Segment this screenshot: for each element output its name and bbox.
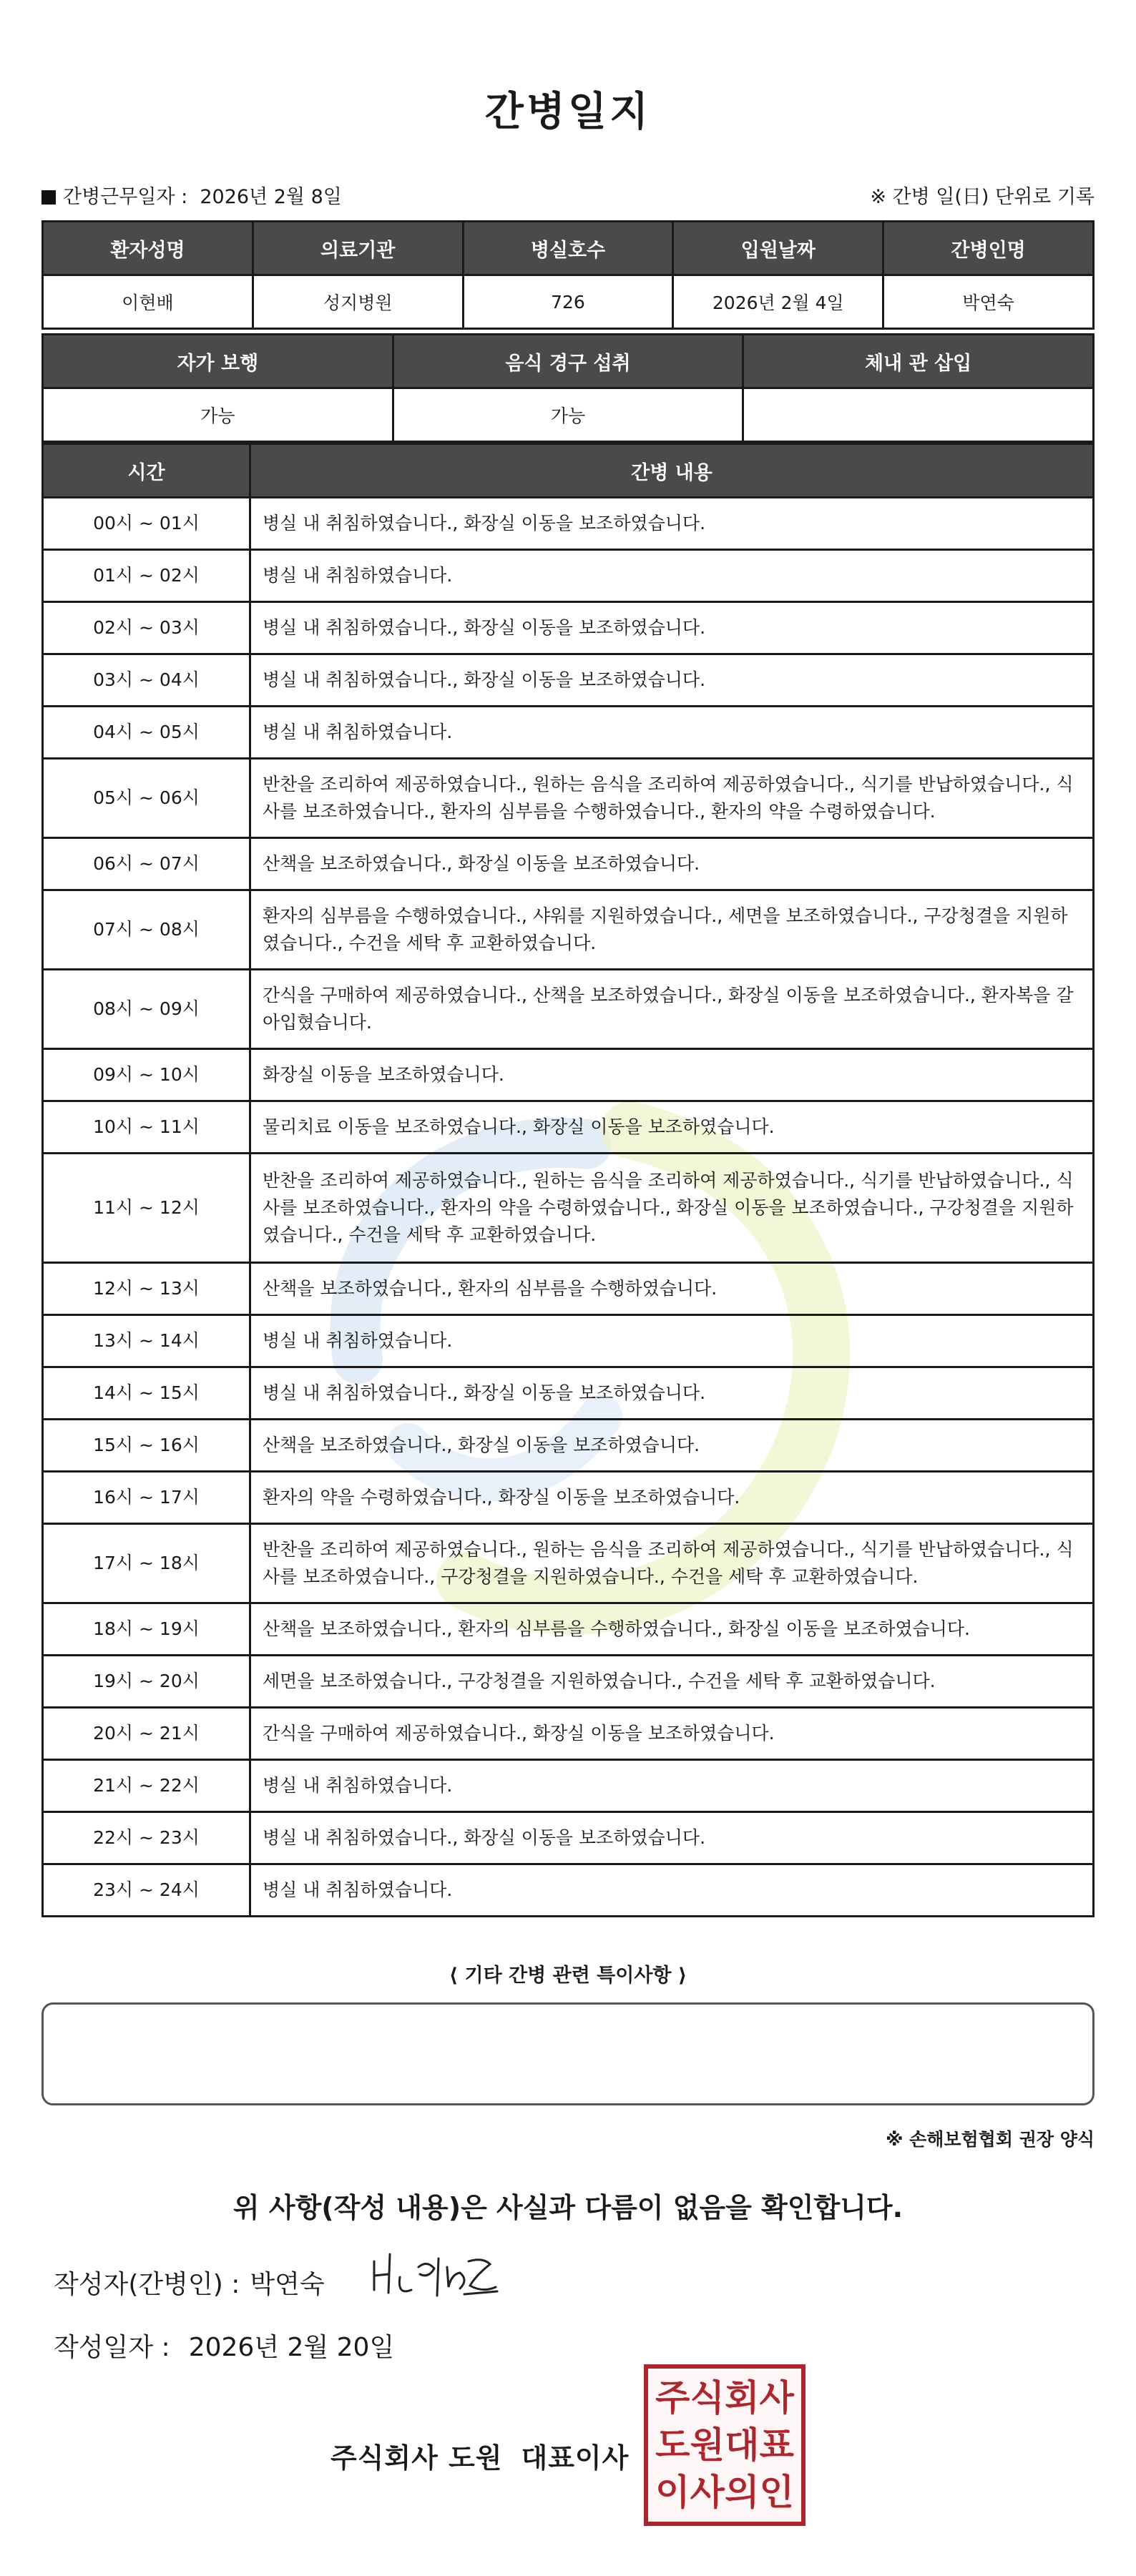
table-row bbox=[43, 1263, 1094, 1315]
row-content: 반찬을 조리하여 제공하였습니다., 원하는 음식을 조리하여 제공하였습니다., 식기를 반납하였습니다., 식사를 보조하였습니다., 환자의 약을 수령하였습니다., 화장실 이동을 보조하였습니다., 구강청결을 지원하였습니다., 수건을 세탁 후 교환하였습니다. bbox=[250, 1154, 1094, 1263]
row-time: 15시 ~ 16시 bbox=[43, 1420, 250, 1472]
meta-row bbox=[41, 180, 1095, 209]
table-row bbox=[43, 1420, 1094, 1472]
work-date-label: 간병근무일자 : bbox=[63, 185, 188, 208]
header-admission-date: 입원날짜 bbox=[673, 222, 883, 275]
square-bullet-icon bbox=[41, 190, 56, 205]
row-content: 병실 내 취침하였습니다., 화장실 이동을 보조하였습니다. bbox=[250, 654, 1094, 707]
row-time: 07시 ~ 08시 bbox=[43, 890, 250, 970]
header-care-content: 간병 내용 bbox=[250, 444, 1094, 498]
page-title: 간병일지 bbox=[484, 89, 652, 135]
table-row bbox=[43, 1864, 1094, 1917]
room-number: 726 bbox=[463, 275, 673, 329]
row-content: 산책을 보조하였습니다., 화장실 이동을 보조하였습니다. bbox=[250, 838, 1094, 890]
written-date-line bbox=[54, 2327, 394, 2364]
row-content: 산책을 보조하였습니다., 화장실 이동을 보조하였습니다. bbox=[250, 1420, 1094, 1472]
row-time: 19시 ~ 20시 bbox=[43, 1656, 250, 1708]
written-date-value: 2026년 2월 20일 bbox=[188, 2333, 395, 2362]
row-time: 23시 ~ 24시 bbox=[43, 1864, 250, 1917]
table-row bbox=[43, 838, 1094, 890]
row-time: 08시 ~ 09시 bbox=[43, 970, 250, 1049]
tube-insertion bbox=[743, 388, 1094, 442]
table-row bbox=[43, 890, 1094, 970]
table-row bbox=[43, 707, 1094, 759]
row-content: 물리치료 이동을 보조하였습니다., 화장실 이동을 보조하였습니다. bbox=[250, 1101, 1094, 1154]
patient-info-table bbox=[41, 220, 1095, 330]
header-patient-name: 환자성명 bbox=[43, 222, 253, 275]
confirmation-statement: 위 사항(작성 내용)은 사실과 다름이 없음을 확인합니다. bbox=[232, 2192, 904, 2223]
seal-char: 회 bbox=[725, 2377, 760, 2419]
row-time: 02시 ~ 03시 bbox=[43, 602, 250, 654]
seal-char: 도 bbox=[655, 2424, 690, 2466]
row-time: 14시 ~ 15시 bbox=[43, 1367, 250, 1420]
company-signature-line bbox=[330, 2436, 629, 2475]
row-time: 04시 ~ 05시 bbox=[43, 707, 250, 759]
patient-name: 이현배 bbox=[43, 275, 253, 329]
row-content: 산책을 보조하였습니다., 환자의 심부름을 수행하였습니다. bbox=[250, 1263, 1094, 1315]
row-time: 22시 ~ 23시 bbox=[43, 1812, 250, 1864]
company-role: 대표이사 bbox=[521, 2442, 630, 2474]
table-row bbox=[43, 1367, 1094, 1420]
table-row bbox=[43, 970, 1094, 1049]
header-room-number: 병실호수 bbox=[463, 222, 673, 275]
header-self-walking: 자가 보행 bbox=[43, 335, 393, 388]
seal-char: 사 bbox=[759, 2377, 794, 2419]
table-row bbox=[43, 1760, 1094, 1812]
table-row bbox=[43, 1603, 1094, 1656]
unit-note: ※ 간병 일(日) 단위로 기록 bbox=[870, 185, 1095, 208]
row-time: 13시 ~ 14시 bbox=[43, 1315, 250, 1367]
row-content: 간식을 구매하여 제공하였습니다., 산책을 보조하였습니다., 화장실 이동을 보조하였습니다., 환자복을 갈아입혔습니다. bbox=[250, 970, 1094, 1049]
row-content: 병실 내 취침하였습니다., 화장실 이동을 보조하였습니다. bbox=[250, 1812, 1094, 1864]
seal-char: 의 bbox=[725, 2472, 760, 2513]
row-time: 09시 ~ 10시 bbox=[43, 1049, 250, 1101]
row-time: 16시 ~ 17시 bbox=[43, 1472, 250, 1524]
oral-intake: 가능 bbox=[393, 388, 743, 442]
row-content: 병실 내 취침하였습니다., 화장실 이동을 보조하였습니다. bbox=[250, 602, 1094, 654]
table-row bbox=[43, 1812, 1094, 1864]
row-content: 병실 내 취침하였습니다. bbox=[250, 707, 1094, 759]
seal-char: 이 bbox=[655, 2472, 690, 2513]
seal-char: 대 bbox=[725, 2424, 760, 2466]
row-content: 화장실 이동을 보조하였습니다. bbox=[250, 1049, 1094, 1101]
row-time: 10시 ~ 11시 bbox=[43, 1101, 250, 1154]
table-row bbox=[43, 602, 1094, 654]
row-content: 간식을 구매하여 제공하였습니다., 화장실 이동을 보조하였습니다. bbox=[250, 1708, 1094, 1760]
writer-name: 박연숙 bbox=[250, 2270, 325, 2299]
table-row bbox=[43, 1315, 1094, 1367]
row-time: 20시 ~ 21시 bbox=[43, 1708, 250, 1760]
header-time: 시간 bbox=[43, 444, 250, 498]
row-content: 병실 내 취침하였습니다. bbox=[250, 1315, 1094, 1367]
special-notes-box bbox=[41, 2002, 1095, 2105]
signature-image bbox=[368, 2246, 501, 2303]
care-log-table bbox=[41, 443, 1095, 1917]
row-time: 11시 ~ 12시 bbox=[43, 1154, 250, 1263]
seal-char: 원 bbox=[690, 2424, 725, 2466]
row-content: 반찬을 조리하여 제공하였습니다., 원하는 음식을 조리하여 제공하였습니다., 식기를 반납하였습니다., 식사를 보조하였습니다., 환자의 심부름을 수행하였습니다., 환자의 약을 수령하였습니다. bbox=[250, 759, 1094, 838]
written-date-label: 작성일자 : bbox=[54, 2333, 170, 2362]
header-hospital: 의료기관 bbox=[253, 222, 463, 275]
row-content: 병실 내 취침하였습니다. bbox=[250, 1760, 1094, 1812]
row-time: 17시 ~ 18시 bbox=[43, 1524, 250, 1603]
row-content: 산책을 보조하였습니다., 환자의 심부름을 수행하였습니다., 화장실 이동을 보조하였습니다. bbox=[250, 1603, 1094, 1656]
table-row bbox=[43, 1101, 1094, 1154]
row-content: 환자의 심부름을 수행하였습니다., 샤워를 지원하였습니다., 세면을 보조하였습니다., 구강청결을 지원하였습니다., 수건을 세탁 후 교환하였습니다. bbox=[250, 890, 1094, 970]
row-content: 세면을 보조하였습니다., 구강청결을 지원하였습니다., 수건을 세탁 후 교환하였습니다. bbox=[250, 1656, 1094, 1708]
table-row bbox=[43, 1472, 1094, 1524]
row-content: 병실 내 취침하였습니다., 화장실 이동을 보조하였습니다. bbox=[250, 498, 1094, 550]
row-content: 반찬을 조리하여 제공하였습니다., 원하는 음식을 조리하여 제공하였습니다., 식기를 반납하였습니다., 식사를 보조하였습니다., 구강청결을 지원하였습니다., 수건을 세탁 후 교환하였습니다. bbox=[250, 1524, 1094, 1603]
row-time: 21시 ~ 22시 bbox=[43, 1760, 250, 1812]
table-row bbox=[43, 1524, 1094, 1603]
table-row bbox=[43, 759, 1094, 838]
table-row bbox=[43, 1656, 1094, 1708]
work-date bbox=[41, 181, 342, 209]
row-time: 05시 ~ 06시 bbox=[43, 759, 250, 838]
work-date-value: 2026년 2월 8일 bbox=[200, 185, 342, 208]
seal-char: 식 bbox=[690, 2377, 725, 2419]
header-caregiver-name: 간병인명 bbox=[883, 222, 1094, 275]
seal-char: 주 bbox=[655, 2377, 690, 2419]
writer-label: 작성자(간병인) : bbox=[54, 2270, 240, 2299]
header-tube-insertion: 체내 관 삽입 bbox=[743, 335, 1094, 388]
seal-char: 인 bbox=[759, 2472, 794, 2513]
row-content: 병실 내 취침하였습니다. bbox=[250, 1864, 1094, 1917]
seal-char: 사 bbox=[690, 2472, 725, 2513]
row-time: 12시 ~ 13시 bbox=[43, 1263, 250, 1315]
table-row bbox=[43, 550, 1094, 602]
table-row bbox=[43, 654, 1094, 707]
table-row bbox=[43, 498, 1094, 550]
row-content: 환자의 약을 수령하였습니다., 화장실 이동을 보조하였습니다. bbox=[250, 1472, 1094, 1524]
writer-line bbox=[54, 2264, 325, 2301]
row-content: 병실 내 취침하였습니다., 화장실 이동을 보조하였습니다. bbox=[250, 1367, 1094, 1420]
company-name: 주식회사 도원 bbox=[330, 2442, 503, 2474]
row-time: 00시 ~ 01시 bbox=[43, 498, 250, 550]
row-time: 06시 ~ 07시 bbox=[43, 838, 250, 890]
hospital: 성지병원 bbox=[253, 275, 463, 329]
table-row bbox=[43, 1154, 1094, 1263]
form-note: ※ 손해보험협회 권장 양식 bbox=[886, 2129, 1095, 2150]
table-row bbox=[43, 1049, 1094, 1101]
row-time: 03시 ~ 04시 bbox=[43, 654, 250, 707]
row-content: 병실 내 취침하였습니다. bbox=[250, 550, 1094, 602]
company-seal-stamp bbox=[644, 2364, 806, 2526]
caregiver-name: 박연숙 bbox=[883, 275, 1094, 329]
row-time: 18시 ~ 19시 bbox=[43, 1603, 250, 1656]
special-notes-title: ⟨ 기타 간병 관련 특이사항 ⟩ bbox=[449, 1965, 687, 1987]
table-row bbox=[43, 1708, 1094, 1760]
row-time: 01시 ~ 02시 bbox=[43, 550, 250, 602]
seal-char: 표 bbox=[759, 2424, 794, 2466]
patient-status-table bbox=[41, 333, 1095, 443]
header-oral-intake: 음식 경구 섭취 bbox=[393, 335, 743, 388]
admission-date: 2026년 2월 4일 bbox=[673, 275, 883, 329]
self-walking: 가능 bbox=[43, 388, 393, 442]
